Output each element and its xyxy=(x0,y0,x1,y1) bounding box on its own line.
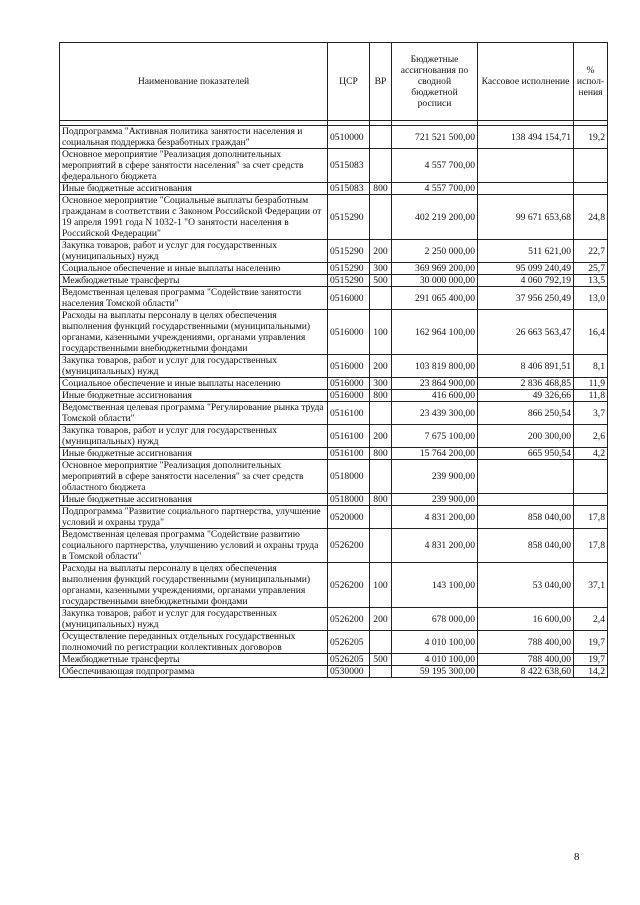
table-row xyxy=(60,631,608,654)
cell-cash: 8 422 638,60 xyxy=(478,666,574,678)
cell-pct: 25,7 xyxy=(574,263,608,275)
table-row xyxy=(60,149,608,183)
cell-budget: 2 250 000,00 xyxy=(392,240,478,263)
cell-name: Расходы на выплаты персоналу в целях обеспечения выполнения функций государственными (муниципальными) органами, казенными учреждениями, органами управления государственными внебюджетными фондами xyxy=(60,563,328,608)
cell-vr: 800 xyxy=(370,183,392,195)
cell-pct xyxy=(574,183,608,195)
table-row xyxy=(60,460,608,494)
cell-budget: 721 521 500,00 xyxy=(392,126,478,149)
cell-name: Подпрограмма "Развитие социального партнерства, улучшение условий и охраны труда" xyxy=(60,506,328,529)
cell-csr: 0526205 xyxy=(328,631,370,654)
table-row xyxy=(60,390,608,402)
header-cash: Кассовое исполнение xyxy=(478,43,574,121)
cell-csr: 0520000 xyxy=(328,506,370,529)
cell-cash: 99 671 653,68 xyxy=(478,195,574,240)
cell-vr: 800 xyxy=(370,390,392,402)
cell-cash: 95 099 240,49 xyxy=(478,263,574,275)
cell-name: Иные бюджетные ассигнования xyxy=(60,448,328,460)
cell-cash: 665 950,54 xyxy=(478,448,574,460)
cell-vr xyxy=(370,666,392,678)
cell-csr: 0516000 xyxy=(328,378,370,390)
table-body xyxy=(60,126,608,678)
cell-name: Основное мероприятие "Социальные выплаты безработным гражданам в соответствии с Законом Российской Федерации от 19 апреля 1991 года N 1032-1 "О занятости населения в Российской Федерации" xyxy=(60,195,328,240)
cell-budget: 4 557 700,00 xyxy=(392,149,478,183)
cell-cash: 26 663 563,47 xyxy=(478,310,574,355)
cell-pct: 17,8 xyxy=(574,506,608,529)
cell-name: Межбюджетные трансферты xyxy=(60,654,328,666)
cell-cash xyxy=(478,460,574,494)
cell-pct xyxy=(574,149,608,183)
cell-csr: 0526200 xyxy=(328,608,370,631)
cell-vr xyxy=(370,195,392,240)
table-header-row xyxy=(60,43,608,121)
cell-name: Расходы на выплаты персоналу в целях обеспечения выполнения функций государственными (муниципальными) органами, казенными учреждениями, органами управления государственными внебюджетными фондами xyxy=(60,310,328,355)
header-name: Наименование показателей xyxy=(60,43,328,121)
cell-csr: 0516100 xyxy=(328,448,370,460)
cell-budget: 103 819 800,00 xyxy=(392,355,478,378)
header-csr: ЦСР xyxy=(328,43,370,121)
cell-cash: 37 956 250,49 xyxy=(478,287,574,310)
cell-cash: 49 326,66 xyxy=(478,390,574,402)
cell-cash: 200 300,00 xyxy=(478,425,574,448)
cell-name: Ведомственная целевая программа "Регулирование рынка труда Томской области" xyxy=(60,402,328,425)
cell-name: Обеспечивающая подпрограмма xyxy=(60,666,328,678)
cell-csr: 0516000 xyxy=(328,310,370,355)
cell-budget: 416 600,00 xyxy=(392,390,478,402)
cell-vr: 200 xyxy=(370,608,392,631)
cell-pct: 22,7 xyxy=(574,240,608,263)
cell-vr xyxy=(370,126,392,149)
cell-cash: 138 494 154,71 xyxy=(478,126,574,149)
cell-csr: 0526200 xyxy=(328,563,370,608)
table-row xyxy=(60,506,608,529)
cell-pct: 2,4 xyxy=(574,608,608,631)
cell-cash: 8 406 891,51 xyxy=(478,355,574,378)
page-number: 8 xyxy=(574,851,580,863)
cell-cash: 866 250,54 xyxy=(478,402,574,425)
cell-csr: 0516100 xyxy=(328,402,370,425)
cell-name: Социальное обеспечение и иные выплаты населению xyxy=(60,378,328,390)
cell-csr: 0510000 xyxy=(328,126,370,149)
cell-name: Закупка товаров, работ и услуг для государственных (муниципальных) нужд xyxy=(60,608,328,631)
cell-pct: 19,7 xyxy=(574,654,608,666)
cell-csr: 0518000 xyxy=(328,460,370,494)
cell-vr xyxy=(370,506,392,529)
table-row xyxy=(60,183,608,195)
budget-table xyxy=(59,42,608,678)
cell-vr: 300 xyxy=(370,378,392,390)
table-row xyxy=(60,654,608,666)
cell-name: Основное мероприятие "Реализация дополнительных мероприятий в сфере занятости населения" за счет средств областного бюджета xyxy=(60,460,328,494)
cell-budget: 402 219 200,00 xyxy=(392,195,478,240)
cell-csr: 0515290 xyxy=(328,195,370,240)
cell-csr: 0515083 xyxy=(328,149,370,183)
cell-pct: 16,4 xyxy=(574,310,608,355)
cell-vr: 200 xyxy=(370,240,392,263)
cell-vr: 100 xyxy=(370,310,392,355)
table-row xyxy=(60,240,608,263)
cell-pct: 19,2 xyxy=(574,126,608,149)
cell-csr: 0530000 xyxy=(328,666,370,678)
table-row xyxy=(60,355,608,378)
cell-pct xyxy=(574,494,608,506)
cell-csr: 0526200 xyxy=(328,529,370,563)
cell-pct: 19,7 xyxy=(574,631,608,654)
cell-budget: 59 195 300,00 xyxy=(392,666,478,678)
cell-csr: 0515290 xyxy=(328,275,370,287)
cell-pct: 2,6 xyxy=(574,425,608,448)
cell-budget: 369 969 200,00 xyxy=(392,263,478,275)
table-row xyxy=(60,263,608,275)
cell-name: Закупка товаров, работ и услуг для государственных (муниципальных) нужд xyxy=(60,355,328,378)
cell-cash: 788 400,00 xyxy=(478,654,574,666)
cell-name: Ведомственная целевая программа "Содействие занятости населения Томской области" xyxy=(60,287,328,310)
cell-cash: 53 040,00 xyxy=(478,563,574,608)
cell-cash: 16 600,00 xyxy=(478,608,574,631)
table-row xyxy=(60,448,608,460)
cell-pct: 11,9 xyxy=(574,378,608,390)
cell-cash: 858 040,00 xyxy=(478,529,574,563)
cell-budget: 4 557 700,00 xyxy=(392,183,478,195)
cell-vr xyxy=(370,529,392,563)
cell-vr: 500 xyxy=(370,654,392,666)
cell-pct xyxy=(574,460,608,494)
cell-pct: 17,8 xyxy=(574,529,608,563)
cell-vr: 300 xyxy=(370,263,392,275)
cell-name: Иные бюджетные ассигнования xyxy=(60,183,328,195)
cell-csr: 0515290 xyxy=(328,240,370,263)
table-row xyxy=(60,126,608,149)
cell-cash xyxy=(478,494,574,506)
table-row xyxy=(60,275,608,287)
table-row xyxy=(60,425,608,448)
cell-pct: 24,8 xyxy=(574,195,608,240)
cell-name: Иные бюджетные ассигнования xyxy=(60,494,328,506)
table-row xyxy=(60,563,608,608)
cell-budget: 23 864 900,00 xyxy=(392,378,478,390)
cell-csr: 0526205 xyxy=(328,654,370,666)
table-row xyxy=(60,666,608,678)
cell-csr: 0518000 xyxy=(328,494,370,506)
table-row xyxy=(60,378,608,390)
cell-pct: 37,1 xyxy=(574,563,608,608)
cell-budget: 4 831 200,00 xyxy=(392,529,478,563)
cell-vr xyxy=(370,149,392,183)
cell-name: Основное мероприятие "Реализация дополнительных мероприятий в сфере занятости населения" за счет средств федерального бюджета xyxy=(60,149,328,183)
cell-csr: 0515083 xyxy=(328,183,370,195)
cell-vr: 200 xyxy=(370,355,392,378)
cell-pct: 11,8 xyxy=(574,390,608,402)
cell-vr xyxy=(370,460,392,494)
cell-name: Закупка товаров, работ и услуг для государственных (муниципальных) нужд xyxy=(60,425,328,448)
table-row xyxy=(60,310,608,355)
cell-budget: 15 764 200,00 xyxy=(392,448,478,460)
cell-vr: 100 xyxy=(370,563,392,608)
cell-csr: 0516000 xyxy=(328,390,370,402)
cell-name: Иные бюджетные ассигнования xyxy=(60,390,328,402)
table-row xyxy=(60,287,608,310)
cell-budget: 291 065 400,00 xyxy=(392,287,478,310)
cell-vr: 200 xyxy=(370,425,392,448)
cell-csr: 0516000 xyxy=(328,355,370,378)
cell-budget: 4 010 100,00 xyxy=(392,654,478,666)
cell-pct: 13,5 xyxy=(574,275,608,287)
cell-cash: 788 400,00 xyxy=(478,631,574,654)
cell-vr xyxy=(370,631,392,654)
cell-csr: 0515290 xyxy=(328,263,370,275)
cell-budget: 7 675 100,00 xyxy=(392,425,478,448)
cell-cash: 4 060 792,19 xyxy=(478,275,574,287)
cell-pct: 13,0 xyxy=(574,287,608,310)
cell-budget: 4 010 100,00 xyxy=(392,631,478,654)
cell-cash: 2 836 468,85 xyxy=(478,378,574,390)
table-row xyxy=(60,494,608,506)
cell-name: Подпрограмма "Активная политика занятости населения и социальная поддержка безработных граждан" xyxy=(60,126,328,149)
header-budget: Бюджетные ассигнования по сводной бюджетной росписи xyxy=(392,43,478,121)
table-row xyxy=(60,195,608,240)
cell-budget: 239 900,00 xyxy=(392,494,478,506)
cell-budget: 678 000,00 xyxy=(392,608,478,631)
table-row xyxy=(60,608,608,631)
cell-budget: 30 000 000,00 xyxy=(392,275,478,287)
cell-name: Ведомственная целевая программа "Содействие развитию социального партнерства, улучшению условий и охраны труда в Томской области" xyxy=(60,529,328,563)
cell-vr: 500 xyxy=(370,275,392,287)
cell-budget: 162 964 100,00 xyxy=(392,310,478,355)
cell-cash: 858 040,00 xyxy=(478,506,574,529)
cell-budget: 23 439 300,00 xyxy=(392,402,478,425)
cell-pct: 4,2 xyxy=(574,448,608,460)
cell-cash: 511 621,00 xyxy=(478,240,574,263)
cell-csr: 0516100 xyxy=(328,425,370,448)
cell-pct: 14,2 xyxy=(574,666,608,678)
cell-csr: 0516000 xyxy=(328,287,370,310)
cell-pct: 8,1 xyxy=(574,355,608,378)
cell-name: Межбюджетные трансферты xyxy=(60,275,328,287)
cell-vr: 800 xyxy=(370,448,392,460)
table-row xyxy=(60,402,608,425)
cell-name: Социальное обеспечение и иные выплаты населению xyxy=(60,263,328,275)
cell-pct: 3,7 xyxy=(574,402,608,425)
cell-cash xyxy=(478,149,574,183)
table-row xyxy=(60,529,608,563)
cell-budget: 143 100,00 xyxy=(392,563,478,608)
cell-budget: 239 900,00 xyxy=(392,460,478,494)
cell-budget: 4 831 200,00 xyxy=(392,506,478,529)
cell-vr xyxy=(370,287,392,310)
header-pct: % испол-нения xyxy=(574,43,608,121)
cell-cash xyxy=(478,183,574,195)
cell-name: Закупка товаров, работ и услуг для государственных (муниципальных) нужд xyxy=(60,240,328,263)
cell-vr: 800 xyxy=(370,494,392,506)
cell-name: Осуществление переданных отдельных государственных полномочий по регистрации коллективных договоров xyxy=(60,631,328,654)
header-vr: ВР xyxy=(370,43,392,121)
cell-vr xyxy=(370,402,392,425)
